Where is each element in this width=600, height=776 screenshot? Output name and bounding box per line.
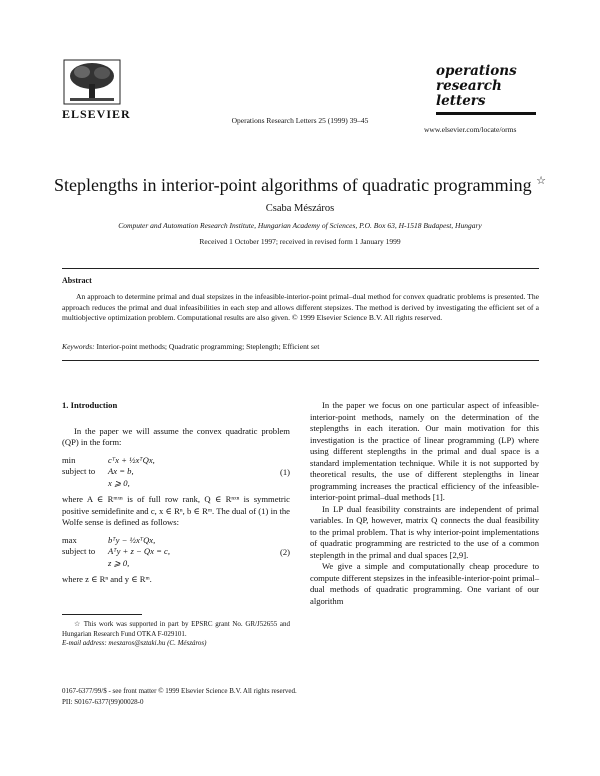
divider-top xyxy=(62,268,539,269)
journal-logo-line-1: operations xyxy=(436,63,517,79)
journal-logo-line-3: letters xyxy=(436,93,486,109)
abstract-text: An approach to determine primal and dual stepsizes in the infeasible-interior-point primal–dual method for convex quadratic problems is presented. The approach reduces the primal and dual infeasibilities in each step and allows different stepsizes. The method is derived by investigating the efficient set of a multiobjective optimization problem. Computational results are also given. © 1999 Elsevier Science B.V. All rights reserved. xyxy=(62,292,539,322)
equation-expr: bᵀy − ½xᵀQx, xyxy=(108,534,156,545)
footnote-rule xyxy=(62,614,142,615)
equation-number: (2) xyxy=(279,546,290,557)
equation-1-row xyxy=(62,478,290,490)
funding-footnote: ☆ This work was supported in part by EPSRC grant No. GR/J52655 and Hungarian Research Fund OTKA F-029101. xyxy=(62,620,290,638)
pii-line: PII: S0167-6377(99)00028-0 xyxy=(62,698,144,706)
equation-2-row xyxy=(62,535,290,547)
right-column xyxy=(310,400,539,607)
keywords-line xyxy=(62,342,539,351)
intro-paragraph-2: where A ∈ Rᵐˣⁿ is of full row rank, Q ∈ Rⁿˣⁿ is symmetric positive semidefinite and c, x ∈ Rⁿ, b ∈ Rᵐ. The dual of (1) in the Wolfe sense is defined as follows: xyxy=(62,494,290,527)
title-footnote-mark[interactable]: ☆ xyxy=(536,175,546,187)
equation-label: min xyxy=(62,454,76,465)
publisher-logo xyxy=(62,58,131,122)
elsevier-tree-icon xyxy=(62,58,122,106)
right-paragraph-3: We give a simple and computationally cheap procedure to compute different stepsizes in the infeasible-interior-point primal–dual methods of quadratic programming. One variant of our algorithm xyxy=(310,561,539,606)
equation-expr: cᵀx + ½xᵀQx, xyxy=(108,454,155,465)
right-paragraph-2: In LP dual feasibility constraints are independent of primal variables. In QP, however, matrix Q connects the dual feasibility to the primal problem. That is why interior-point implementations of quadratic programming are restricted to the use of a common steplength in the primal and dual spaces [2,9]. xyxy=(310,503,539,560)
abstract-heading: Abstract xyxy=(62,276,92,285)
divider-bottom xyxy=(62,360,539,361)
equation-2-row xyxy=(62,558,290,570)
author-name: Csaba Mészáros xyxy=(265,203,335,214)
equation-1-row xyxy=(62,466,290,478)
equation-2-row xyxy=(62,546,290,558)
journal-logo-rule xyxy=(436,112,536,115)
journal-logo xyxy=(436,64,536,117)
equation-expr: x ⩾ 0, xyxy=(108,477,130,488)
article-title: Steplengths in interior-point algorithms of quadratic programming xyxy=(54,175,532,195)
received-dates: Received 1 October 1997; received in revised form 1 January 1999 xyxy=(199,237,401,246)
publisher-name: ELSEVIER xyxy=(62,107,131,121)
equation-1-row xyxy=(62,455,290,467)
equation-2 xyxy=(62,535,290,570)
keywords-list: Interior-point methods; Quadratic programming; Steplength; Efficient set xyxy=(96,342,320,351)
email-footnote[interactable]: E-mail address: meszaros@sztaki.hu (C. Mészáros) xyxy=(62,639,207,647)
right-paragraph-1: In the paper we focus on one particular aspect of infeasible-interior-point methods, namely on the determination of the steplengths in each iteration. Our main motivation for this investigation is the practice of linear programming (LP) where using different steplengths in the primal and dual space is a standard implementation technique. While it is not supported by theoretical results, the use of different steplengths in linear programming increases the practical efficiency of the infeasible-interior-point primal–dual methods [1]. xyxy=(310,400,539,502)
equation-label: max xyxy=(62,534,77,545)
equation-expr: z ⩾ 0, xyxy=(108,557,130,568)
journal-citation: Operations Research Letters 25 (1999) 39–45 xyxy=(231,116,369,125)
equation-1 xyxy=(62,455,290,490)
left-column xyxy=(62,400,290,586)
equation-label: subject to xyxy=(62,466,96,476)
equation-number: (1) xyxy=(279,466,290,477)
journal-url[interactable]: www.elsevier.com/locate/orms xyxy=(424,125,517,134)
journal-logo-line-2: research xyxy=(436,78,502,94)
equation-expr: Ax = b, xyxy=(108,466,134,476)
intro-paragraph-3: where z ∈ Rⁿ and y ∈ Rᵐ. xyxy=(62,574,152,584)
keywords-label: Keywords: xyxy=(62,342,95,351)
author-affiliation: Computer and Automation Research Institute, Hungarian Academy of Sciences, P.O. Box 63, H-1518 Budapest, Hungary xyxy=(118,221,482,230)
article-title-block xyxy=(40,174,560,196)
intro-paragraph-1: In the paper we will assume the convex quadratic problem (QP) in the form: xyxy=(62,425,290,447)
copyright-line: 0167-6377/99/$ - see front matter © 1999 Elsevier Science B.V. All rights reserved. xyxy=(62,687,297,695)
equation-label: subject to xyxy=(62,546,96,556)
section-heading-introduction: 1. Introduction xyxy=(62,400,118,410)
equation-expr: Aᵀy + z − Qx = c, xyxy=(108,546,170,556)
footnotes xyxy=(62,620,290,649)
